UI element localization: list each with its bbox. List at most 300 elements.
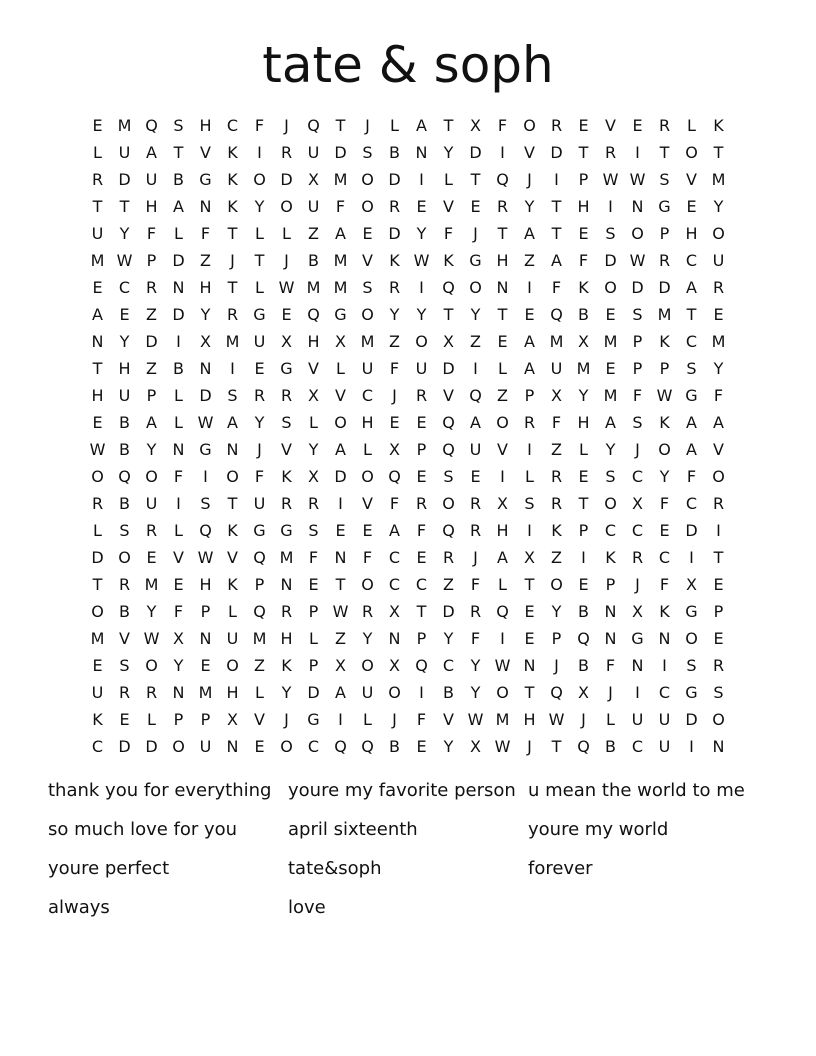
grid-letter: U	[658, 737, 671, 756]
grid-letter: R	[388, 197, 401, 216]
grid-letter: M	[495, 710, 510, 729]
grid-letter: I	[338, 710, 343, 729]
grid-letter: X	[497, 494, 508, 513]
grid-letter: L	[93, 143, 102, 162]
grid-letter: N	[199, 197, 212, 216]
grid-letter: S	[362, 143, 373, 162]
grid-letter: I	[581, 548, 586, 567]
grid-letter: I	[689, 548, 694, 567]
grid-letter: C	[658, 683, 671, 702]
grid-letter: R	[550, 494, 563, 513]
grid-letter: E	[713, 629, 724, 648]
grid-letter: O	[604, 278, 617, 297]
grid-letter: E	[389, 413, 400, 432]
grid-letter: E	[713, 305, 724, 324]
grid-letter: V	[443, 710, 454, 729]
grid-letter: A	[686, 440, 697, 459]
grid-letter: O	[91, 467, 104, 486]
grid-letter: J	[230, 251, 235, 270]
grid-letter: E	[605, 359, 616, 378]
grid-letter: V	[119, 629, 130, 648]
grid-letter: T	[524, 683, 535, 702]
grid-letter: K	[578, 278, 589, 297]
grid-letter: T	[551, 737, 562, 756]
grid-letter: U	[145, 170, 158, 189]
grid-letter: Y	[443, 143, 454, 162]
grid-letter: A	[146, 413, 157, 432]
grid-letter: W	[548, 710, 565, 729]
grid-letter: D	[388, 170, 401, 189]
grid-letter: X	[227, 710, 238, 729]
grid-letter: A	[524, 224, 535, 243]
grid-letter: X	[389, 656, 400, 675]
grid-letter: E	[416, 737, 427, 756]
grid-letter: I	[635, 683, 640, 702]
grid-letter: E	[524, 602, 535, 621]
grid-letter: X	[578, 683, 589, 702]
grid-letter: H	[361, 413, 374, 432]
grid-letter: D	[334, 143, 347, 162]
grid-letter: J	[581, 710, 586, 729]
grid-letter: R	[280, 143, 293, 162]
grid-letter: R	[658, 251, 671, 270]
grid-letter: G	[685, 683, 698, 702]
grid-letter: M	[279, 548, 294, 567]
grid-letter: D	[442, 359, 455, 378]
grid-letter: T	[443, 305, 454, 324]
grid-letter: C	[388, 575, 401, 594]
grid-letter: S	[308, 521, 319, 540]
grid-letter: G	[253, 305, 266, 324]
grid-letter: Q	[253, 548, 266, 567]
grid-letter: R	[253, 386, 266, 405]
grid-letter: Q	[442, 278, 455, 297]
grid-letter: F	[578, 251, 589, 270]
grid-letter: I	[176, 494, 181, 513]
grid-letter: M	[549, 332, 564, 351]
grid-letter: N	[280, 575, 293, 594]
grid-letter: Q	[415, 656, 428, 675]
grid-letter: Q	[118, 467, 131, 486]
grid-letter: T	[470, 170, 481, 189]
grid-letter: L	[579, 440, 588, 459]
grid-letter: P	[308, 602, 319, 621]
grid-letter: B	[119, 440, 130, 459]
grid-letter: R	[280, 494, 293, 513]
grid-letter: A	[497, 548, 508, 567]
grid-letter: F	[416, 521, 427, 540]
grid-letter: Q	[361, 737, 374, 756]
grid-letter: C	[226, 116, 239, 135]
grid-letter: I	[635, 143, 640, 162]
grid-letter: E	[416, 467, 427, 486]
grid-letter: I	[500, 467, 505, 486]
grid-letter: T	[335, 575, 346, 594]
grid-letter: J	[473, 224, 478, 243]
grid-letter: U	[145, 494, 158, 513]
grid-letter: S	[686, 656, 697, 675]
grid-letter: R	[712, 278, 725, 297]
grid-letter: M	[711, 170, 726, 189]
grid-letter: N	[631, 197, 644, 216]
grid-letter: C	[631, 737, 644, 756]
grid-letter: U	[658, 710, 671, 729]
grid-letter: H	[199, 116, 212, 135]
grid-letter: K	[659, 413, 670, 432]
grid-letter: K	[227, 197, 238, 216]
grid-letter: P	[551, 629, 562, 648]
grid-letter: E	[362, 521, 373, 540]
grid-letter: R	[307, 494, 320, 513]
grid-letter: Q	[442, 521, 455, 540]
grid-letter: O	[226, 467, 239, 486]
grid-letter: D	[280, 170, 293, 189]
word-list-item: april sixteenth	[288, 819, 418, 840]
grid-letter: T	[524, 575, 535, 594]
grid-letter: F	[146, 224, 157, 243]
grid-letter: R	[388, 278, 401, 297]
grid-letter: B	[173, 170, 184, 189]
word-list-item: youre my world	[528, 819, 669, 840]
grid-letter: H	[496, 251, 509, 270]
grid-letter: A	[605, 413, 616, 432]
grid-letter: F	[443, 224, 454, 243]
grid-letter: P	[578, 521, 589, 540]
grid-letter: F	[173, 602, 184, 621]
grid-letter: R	[469, 521, 482, 540]
grid-letter: F	[254, 467, 265, 486]
grid-letter: V	[443, 386, 454, 405]
grid-letter: Y	[443, 737, 454, 756]
grid-letter: O	[361, 575, 374, 594]
grid-letter: L	[390, 116, 399, 135]
grid-letter: D	[685, 710, 698, 729]
grid-letter: W	[197, 413, 214, 432]
grid-letter: R	[91, 494, 104, 513]
word-list-item: always	[48, 897, 110, 918]
grid-letter: D	[469, 143, 482, 162]
grid-letter: E	[335, 521, 346, 540]
grid-letter: S	[443, 467, 454, 486]
grid-letter: Y	[470, 656, 481, 675]
grid-letter: E	[92, 656, 103, 675]
grid-letter: S	[524, 494, 535, 513]
grid-letter: X	[335, 332, 346, 351]
grid-letter: P	[659, 359, 670, 378]
grid-letter: O	[442, 494, 455, 513]
grid-letter: E	[578, 467, 589, 486]
grid-letter: R	[118, 575, 131, 594]
grid-letter: A	[686, 278, 697, 297]
grid-letter: E	[524, 629, 535, 648]
grid-letter: A	[713, 413, 724, 432]
grid-letter: T	[173, 143, 184, 162]
grid-letter: O	[361, 467, 374, 486]
grid-letter: C	[361, 386, 374, 405]
grid-letter: J	[284, 710, 289, 729]
grid-letter: L	[498, 575, 507, 594]
grid-letter: J	[635, 575, 640, 594]
grid-letter: Q	[199, 521, 212, 540]
grid-letter: D	[91, 548, 104, 567]
grid-letter: V	[227, 548, 238, 567]
grid-letter: V	[362, 494, 373, 513]
grid-letter: R	[280, 602, 293, 621]
grid-letter: P	[416, 440, 427, 459]
grid-letter: E	[92, 278, 103, 297]
grid-letter: I	[716, 521, 721, 540]
grid-letter: M	[144, 575, 159, 594]
grid-letter: M	[603, 332, 618, 351]
grid-letter: E	[119, 305, 130, 324]
grid-letter: I	[257, 143, 262, 162]
grid-letter: N	[334, 548, 347, 567]
grid-letter: T	[92, 575, 103, 594]
grid-letter: E	[497, 332, 508, 351]
grid-letter: O	[685, 143, 698, 162]
grid-letter: Z	[335, 629, 346, 648]
grid-letter: Y	[551, 602, 562, 621]
grid-letter: Z	[443, 575, 454, 594]
grid-letter: R	[550, 116, 563, 135]
grid-letter: M	[711, 332, 726, 351]
grid-letter: T	[335, 116, 346, 135]
grid-letter: N	[199, 359, 212, 378]
grid-letter: C	[685, 332, 698, 351]
grid-letter: U	[307, 197, 320, 216]
grid-letter: V	[281, 440, 292, 459]
grid-letter: F	[659, 494, 670, 513]
grid-letter: L	[498, 359, 507, 378]
grid-letter: X	[173, 629, 184, 648]
grid-letter: O	[388, 683, 401, 702]
grid-letter: Q	[307, 116, 320, 135]
grid-letter: Q	[550, 305, 563, 324]
grid-letter: D	[199, 386, 212, 405]
grid-letter: I	[338, 494, 343, 513]
grid-letter: N	[658, 629, 671, 648]
grid-letter: Y	[443, 629, 454, 648]
grid-letter: B	[119, 602, 130, 621]
grid-letter: U	[361, 359, 374, 378]
grid-letter: C	[442, 656, 455, 675]
grid-letter: K	[227, 170, 238, 189]
grid-letter: F	[686, 467, 697, 486]
grid-letter: F	[713, 386, 724, 405]
grid-letter: F	[335, 197, 346, 216]
grid-letter: F	[200, 224, 211, 243]
grid-letter: O	[712, 224, 725, 243]
grid-letter: A	[551, 251, 562, 270]
grid-letter: L	[93, 521, 102, 540]
grid-letter: I	[473, 359, 478, 378]
grid-letter: S	[173, 116, 184, 135]
grid-letter: A	[470, 413, 481, 432]
grid-letter: V	[254, 710, 265, 729]
grid-letter: D	[631, 278, 644, 297]
grid-letter: B	[308, 251, 319, 270]
grid-letter: D	[145, 332, 158, 351]
grid-letter: X	[389, 440, 400, 459]
grid-letter: M	[333, 170, 348, 189]
grid-letter: W	[467, 710, 484, 729]
grid-letter: K	[227, 143, 238, 162]
grid-letter: S	[632, 413, 643, 432]
grid-letter: L	[174, 413, 183, 432]
word-list-item: so much love for you	[48, 819, 238, 840]
grid-letter: F	[173, 467, 184, 486]
grid-letter: L	[174, 386, 183, 405]
grid-letter: P	[524, 386, 535, 405]
grid-letter: H	[91, 386, 104, 405]
grid-letter: P	[308, 656, 319, 675]
grid-letter: U	[712, 251, 725, 270]
grid-letter: S	[119, 521, 130, 540]
grid-letter: T	[713, 143, 724, 162]
grid-letter: P	[713, 602, 724, 621]
grid-letter: R	[496, 197, 509, 216]
grid-letter: A	[335, 224, 346, 243]
grid-letter: Q	[145, 116, 158, 135]
grid-letter: H	[577, 413, 590, 432]
grid-letter: M	[225, 332, 240, 351]
grid-letter: X	[551, 386, 562, 405]
grid-letter: V	[173, 548, 184, 567]
grid-letter: T	[497, 224, 508, 243]
grid-letter: J	[392, 386, 397, 405]
grid-letter: K	[659, 332, 670, 351]
word-list-item: u mean the world to me	[528, 780, 745, 801]
grid-letter: T	[551, 224, 562, 243]
grid-letter: M	[90, 629, 105, 648]
grid-letter: Y	[362, 629, 373, 648]
grid-letter: H	[199, 575, 212, 594]
grid-letter: P	[578, 170, 589, 189]
grid-letter: O	[469, 278, 482, 297]
grid-letter: U	[118, 386, 131, 405]
grid-letter: R	[226, 305, 239, 324]
grid-letter: C	[388, 548, 401, 567]
grid-letter: E	[362, 224, 373, 243]
grid-letter: F	[551, 278, 562, 297]
grid-letter: T	[551, 197, 562, 216]
grid-letter: R	[604, 143, 617, 162]
grid-letter: T	[227, 278, 238, 297]
grid-letter: P	[200, 602, 211, 621]
grid-letter: M	[333, 251, 348, 270]
grid-letter: D	[550, 143, 563, 162]
grid-letter: I	[230, 359, 235, 378]
grid-letter: S	[605, 467, 616, 486]
grid-letter: O	[496, 683, 509, 702]
grid-letter: V	[713, 440, 724, 459]
grid-letter: G	[307, 710, 320, 729]
grid-letter: O	[172, 737, 185, 756]
grid-letter: T	[443, 116, 454, 135]
grid-letter: B	[578, 305, 589, 324]
grid-letter: C	[415, 575, 428, 594]
grid-letter: E	[713, 575, 724, 594]
grid-letter: K	[281, 467, 292, 486]
grid-letter: O	[118, 548, 131, 567]
grid-letter: R	[118, 683, 131, 702]
grid-letter: A	[92, 305, 103, 324]
grid-letter: C	[604, 521, 617, 540]
grid-letter: V	[308, 359, 319, 378]
grid-letter: B	[389, 143, 400, 162]
grid-letter: W	[413, 251, 430, 270]
grid-letter: T	[713, 548, 724, 567]
grid-letter: W	[494, 656, 511, 675]
grid-letter: L	[147, 710, 156, 729]
grid-letter: B	[578, 602, 589, 621]
grid-letter: T	[659, 143, 670, 162]
grid-letter: J	[392, 710, 397, 729]
grid-letter: G	[280, 521, 293, 540]
grid-letter: B	[119, 413, 130, 432]
grid-letter: X	[578, 332, 589, 351]
grid-letter: M	[198, 683, 213, 702]
grid-letter: K	[227, 521, 238, 540]
grid-letter: E	[578, 224, 589, 243]
grid-letter: V	[443, 197, 454, 216]
grid-letter: U	[631, 710, 644, 729]
grid-letter: T	[578, 494, 589, 513]
grid-letter: O	[145, 467, 158, 486]
grid-letter: Y	[416, 224, 427, 243]
grid-letter: W	[332, 602, 349, 621]
grid-letter: X	[524, 548, 535, 567]
grid-letter: S	[713, 683, 724, 702]
grid-letter: R	[145, 683, 158, 702]
grid-letter: N	[199, 629, 212, 648]
grid-letter: O	[523, 116, 536, 135]
grid-letter: A	[335, 440, 346, 459]
grid-letter: L	[255, 683, 264, 702]
grid-letter: T	[119, 197, 130, 216]
grid-letter: N	[631, 656, 644, 675]
grid-letter: R	[415, 386, 428, 405]
grid-letter: X	[389, 602, 400, 621]
grid-letter: W	[197, 548, 214, 567]
grid-letter: M	[360, 332, 375, 351]
grid-letter: N	[226, 737, 239, 756]
grid-letter: E	[578, 116, 589, 135]
grid-letter: A	[686, 413, 697, 432]
grid-letter: Y	[389, 305, 400, 324]
grid-letter: Y	[308, 440, 319, 459]
grid-letter: K	[281, 656, 292, 675]
grid-letter: R	[91, 170, 104, 189]
grid-letter: N	[523, 656, 536, 675]
grid-letter: G	[631, 629, 644, 648]
grid-letter: U	[415, 359, 428, 378]
grid-letter: H	[307, 332, 320, 351]
grid-letter: J	[473, 548, 478, 567]
grid-letter: G	[685, 386, 698, 405]
grid-letter: Q	[496, 170, 509, 189]
grid-letter: Z	[389, 332, 400, 351]
grid-letter: H	[199, 278, 212, 297]
grid-letter: T	[578, 143, 589, 162]
grid-letter: Q	[307, 305, 320, 324]
grid-letter: E	[92, 413, 103, 432]
grid-letter: W	[602, 170, 619, 189]
grid-letter: U	[199, 737, 212, 756]
grid-letter: W	[629, 251, 646, 270]
grid-letter: H	[280, 629, 293, 648]
grid-letter: U	[91, 224, 104, 243]
